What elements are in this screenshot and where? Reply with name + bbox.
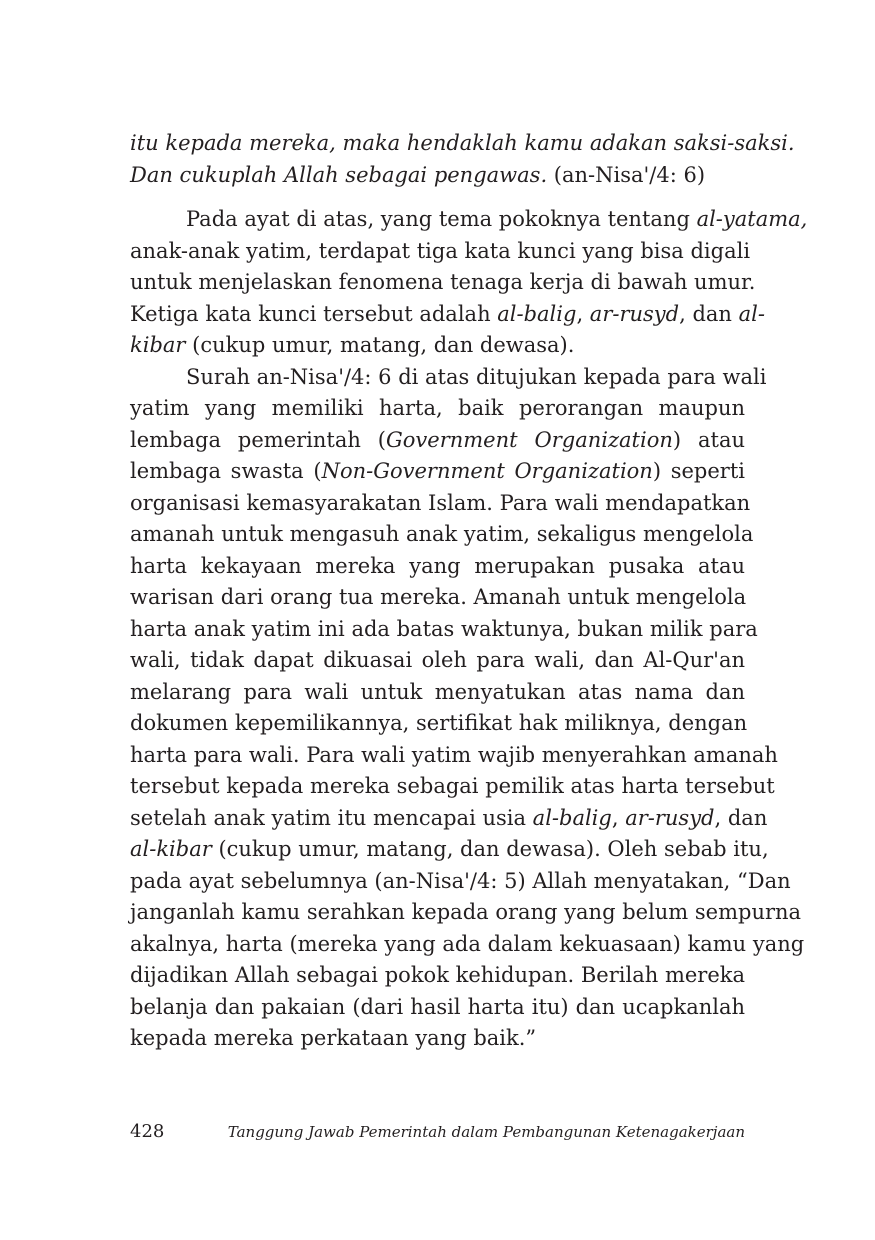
text-run: akalnya, harta (mereka yang ada dalam kekuasaan) kamu yang — [130, 931, 805, 956]
text-line — [130, 614, 758, 646]
text-run: anak-anak yatim, terdapat tiga kata kunci yang bisa digali — [130, 238, 751, 263]
paragraph-2 — [130, 362, 805, 1055]
text-run: (cukup umur, matang, dan dewasa). — [185, 333, 575, 357]
italic-text: kibar — [130, 333, 186, 357]
text-run: (cukup umur, matang, dan dewasa). Oleh sebab itu, — [211, 837, 769, 861]
text-line — [130, 803, 768, 835]
italic-text: al-yatama, — [696, 207, 808, 231]
text-line — [130, 551, 745, 583]
text-line — [130, 582, 745, 614]
text-run: warisan dari orang tua mereka. Amanah untuk mengelola — [130, 585, 747, 609]
text-run: lembaga pemerintah ( — [130, 427, 386, 452]
text-line — [130, 204, 808, 236]
text-run: untuk menjelaskan fenomena tenaga kerja di bawah umur. — [130, 270, 756, 294]
text-line — [130, 866, 791, 898]
text-line — [130, 740, 778, 772]
text-line — [130, 960, 745, 992]
text-run: organisasi kemasyarakatan Islam. Para wali mendapatkan — [130, 490, 751, 515]
text-run: belanja dan pakaian (dari hasil harta itu) dan ucapkanlah — [130, 994, 745, 1019]
text-run: Surah an-Nisa'/4: 6 di atas ditujukan kepada para wali — [186, 364, 767, 389]
italic-text: al-kibar — [130, 837, 212, 861]
text-line — [130, 160, 745, 192]
running-title: Tanggung Jawab Pemerintah dalam Pembangunan Ketenagakerjaan — [227, 1123, 745, 1141]
page-footer — [130, 1120, 745, 1144]
italic-text: Non-Government Organization — [321, 459, 653, 483]
text-line — [130, 362, 767, 394]
text-run: amanah untuk mengasuh anak yatim, sekaligus mengelola — [130, 522, 754, 546]
page-number: 428 — [130, 1121, 165, 1142]
page-body — [130, 128, 808, 1055]
text-run: Pada ayat di atas, yang tema pokoknya tentang — [186, 207, 697, 231]
text-line — [130, 771, 775, 803]
italic-text: Dan cukuplah Allah sebagai pengawas. — [130, 162, 548, 187]
text-line — [130, 456, 745, 488]
text-line — [130, 645, 745, 677]
text-line — [130, 897, 802, 929]
text-line — [130, 128, 795, 160]
text-run: yatim yang memiliki harta, baik perorangan maupun — [130, 396, 745, 420]
text-run: ) seperti — [652, 459, 745, 483]
text-line — [130, 992, 745, 1024]
text-line — [130, 267, 756, 299]
text-line — [130, 299, 765, 331]
text-run: kepada mereka perkataan yang baik.” — [130, 1026, 537, 1050]
text-line — [130, 519, 754, 551]
text-run: janganlah kamu serahkan kepada orang yang belum sempurna — [130, 900, 802, 924]
italic-text: al-balig — [532, 805, 612, 830]
text-run: dijadikan Allah sebagai pokok kehidupan. Berilah mereka — [130, 963, 745, 987]
text-run: , — [611, 805, 626, 830]
text-line — [130, 708, 748, 740]
text-line — [130, 1023, 745, 1055]
text-line — [130, 834, 769, 866]
text-line — [130, 393, 745, 425]
italic-text: al- — [738, 301, 765, 326]
italic-text: Government Organization — [386, 427, 673, 452]
text-run: , dan — [679, 301, 739, 326]
text-run: setelah anak yatim itu mencapai usia — [130, 805, 533, 830]
text-line — [130, 236, 751, 268]
text-run: tersebut kepada mereka sebagai pemilik atas harta tersebut — [130, 774, 775, 798]
text-run: dokumen kepemilikannya, sertifikat hak miliknya, dengan — [130, 711, 748, 735]
italic-text: itu kepada mereka, maka hendaklah kamu adakan saksi-saksi. — [130, 131, 795, 155]
quote-tail — [130, 128, 795, 191]
text-run: , dan — [714, 805, 768, 830]
text-run: Ketiga kata kunci tersebut adalah — [130, 301, 498, 326]
text-run: (an-Nisa'/4: 6) — [547, 162, 706, 187]
text-run: ) atau — [672, 427, 745, 452]
text-run: , — [576, 301, 590, 326]
text-run: harta para wali. Para wali yatim wajib menyerahkan amanah — [130, 742, 778, 767]
italic-text: al-balig — [497, 301, 577, 326]
text-line — [130, 425, 745, 457]
italic-text: ar-rusyd — [625, 805, 715, 830]
text-run: melarang para wali untuk menyatukan atas nama dan — [130, 679, 745, 704]
text-run: wali, tidak dapat dikuasai oleh para wali, dan Al-Qur'an — [130, 648, 745, 672]
text-run: lembaga swasta ( — [130, 459, 322, 483]
text-line — [130, 929, 805, 961]
text-run: pada ayat sebelumnya (an-Nisa'/4: 5) Allah menyatakan, “Dan — [130, 868, 791, 893]
paragraph-1 — [130, 204, 808, 362]
paragraph-gap — [130, 191, 745, 204]
text-line — [130, 677, 745, 709]
text-line — [130, 330, 745, 362]
text-line — [130, 488, 751, 520]
text-run: harta kekayaan mereka yang merupakan pusaka atau — [130, 553, 745, 578]
text-run: harta anak yatim ini ada batas waktunya, bukan milik para — [130, 616, 758, 641]
italic-text: ar-rusyd — [589, 301, 680, 326]
